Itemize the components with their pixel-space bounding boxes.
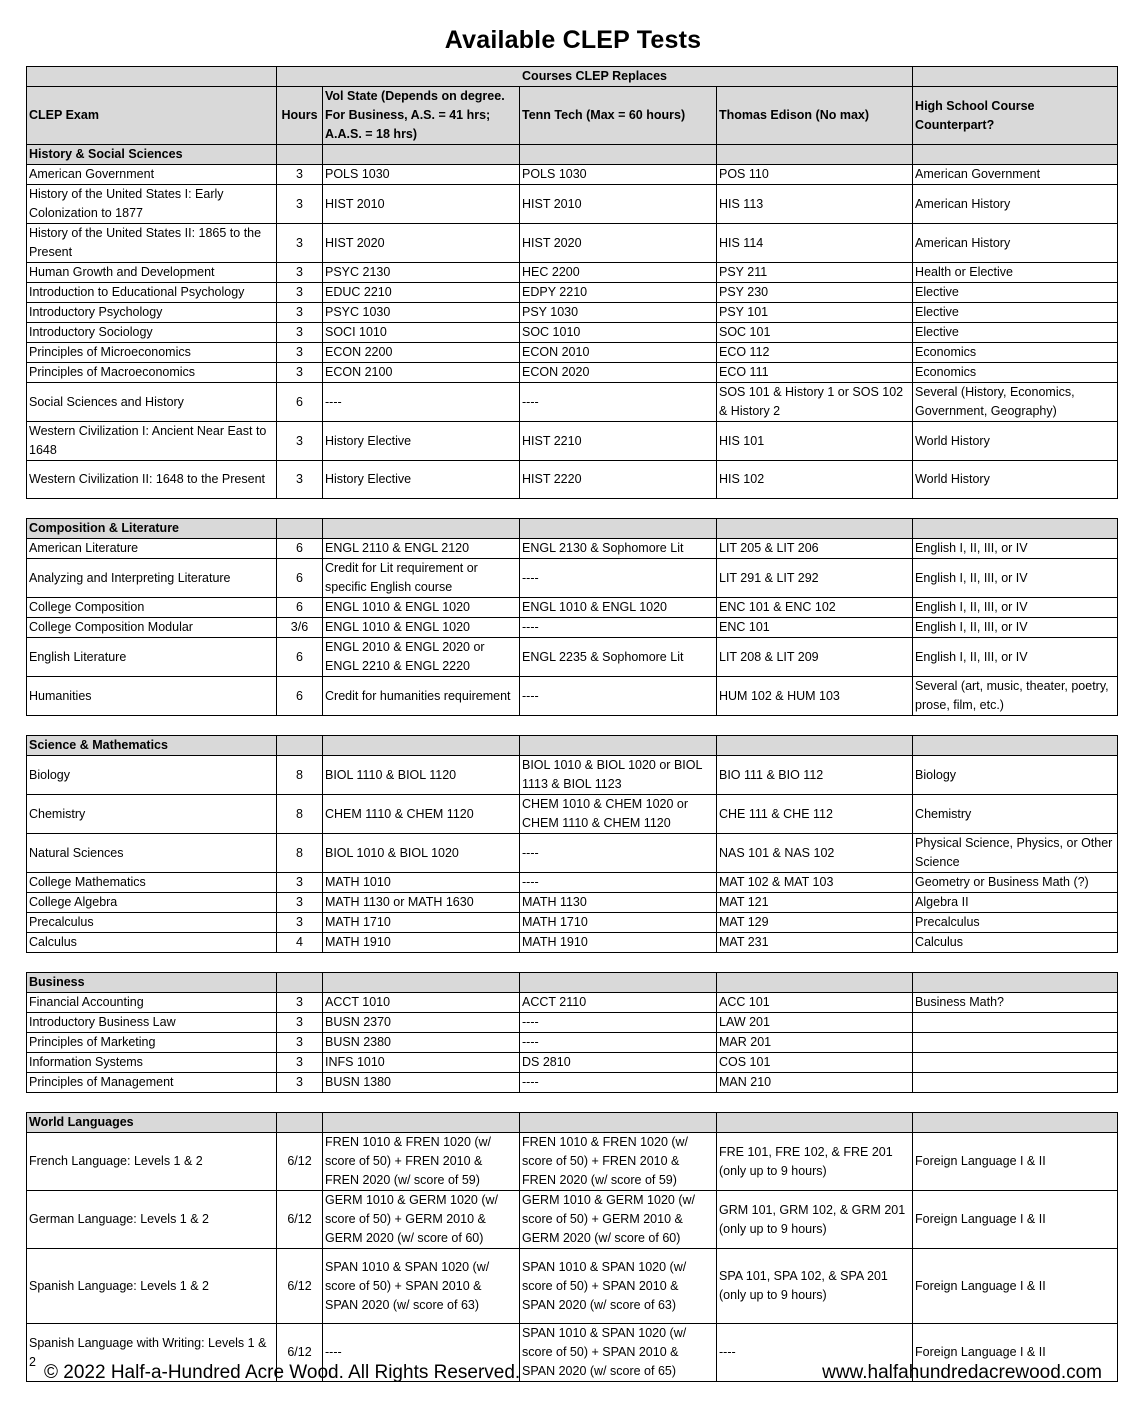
high-school-cell: Chemistry xyxy=(913,795,1118,834)
section-header-blank xyxy=(717,519,913,539)
clep-table xyxy=(26,66,1118,1382)
thomas-edison-cell: MAT 231 xyxy=(717,933,913,953)
clep-exam-cell: Principles of Microeconomics xyxy=(27,343,277,363)
header-clep-exam: CLEP Exam xyxy=(27,87,277,145)
section-header-blank xyxy=(520,145,717,165)
section-header-blank xyxy=(913,736,1118,756)
vol-state-cell: SPAN 1010 & SPAN 1020 (w/ score of 50) + SPAN 2010 & SPAN 2020 (w/ score of 63) xyxy=(323,1249,520,1324)
high-school-cell: Physical Science, Physics, or Other Science xyxy=(913,834,1118,873)
thomas-edison-cell: POS 110 xyxy=(717,165,913,185)
clep-exam-cell: Natural Sciences xyxy=(27,834,277,873)
hours-cell: 3 xyxy=(277,1033,323,1053)
high-school-cell xyxy=(913,1073,1118,1093)
table-row xyxy=(27,893,1118,913)
tenn-tech-cell: ---- xyxy=(520,873,717,893)
section-header-blank xyxy=(717,145,913,165)
hours-cell: 6/12 xyxy=(277,1191,323,1249)
table-row xyxy=(27,913,1118,933)
high-school-cell: Foreign Language I & II xyxy=(913,1249,1118,1324)
section-header-row xyxy=(27,519,1118,539)
section-header-blank xyxy=(277,736,323,756)
section-header-blank xyxy=(913,145,1118,165)
thomas-edison-cell: HIS 113 xyxy=(717,185,913,224)
tenn-tech-cell: BIOL 1010 & BIOL 1020 or BIOL 1113 & BIOL 1123 xyxy=(520,756,717,795)
thomas-edison-cell: ACC 101 xyxy=(717,993,913,1013)
section-spacer xyxy=(27,499,1118,519)
high-school-cell: Elective xyxy=(913,303,1118,323)
thomas-edison-cell: LIT 291 & LIT 292 xyxy=(717,559,913,598)
tenn-tech-cell: ---- xyxy=(520,834,717,873)
table-row xyxy=(27,834,1118,873)
hours-cell: 3 xyxy=(277,303,323,323)
table-row xyxy=(27,224,1118,263)
thomas-edison-cell: PSY 211 xyxy=(717,263,913,283)
clep-exam-cell: College Algebra xyxy=(27,893,277,913)
spacer-cell xyxy=(27,1093,1118,1113)
tenn-tech-cell: HIST 2020 xyxy=(520,224,717,263)
section-header-blank xyxy=(913,973,1118,993)
high-school-cell: Foreign Language I & II xyxy=(913,1324,1118,1382)
clep-exam-cell: Biology xyxy=(27,756,277,795)
vol-state-cell: BUSN 2380 xyxy=(323,1033,520,1053)
high-school-cell: World History xyxy=(913,422,1118,461)
high-school-cell: Several (art, music, theater, poetry, prose, film, etc.) xyxy=(913,677,1118,716)
section-header-blank xyxy=(717,1113,913,1133)
tenn-tech-cell: SPAN 1010 & SPAN 1020 (w/ score of 50) + SPAN 2010 & SPAN 2020 (w/ score of 63) xyxy=(520,1249,717,1324)
section-spacer xyxy=(27,953,1118,973)
clep-exam-cell: Humanities xyxy=(27,677,277,716)
vol-state-cell: CHEM 1110 & CHEM 1120 xyxy=(323,795,520,834)
high-school-cell: World History xyxy=(913,461,1118,499)
table-row xyxy=(27,638,1118,677)
high-school-cell: English I, II, III, or IV xyxy=(913,539,1118,559)
clep-exam-cell: Western Civilization I: Ancient Near East to 1648 xyxy=(27,422,277,461)
hours-cell: 6/12 xyxy=(277,1133,323,1191)
table-row xyxy=(27,1033,1118,1053)
table-row xyxy=(27,1249,1118,1324)
high-school-cell: Several (History, Economics, Government, Geography) xyxy=(913,383,1118,422)
spacer-cell xyxy=(27,716,1118,736)
vol-state-cell: MATH 1710 xyxy=(323,913,520,933)
vol-state-cell: HIST 2020 xyxy=(323,224,520,263)
vol-state-cell: POLS 1030 xyxy=(323,165,520,185)
tenn-tech-cell: ---- xyxy=(520,559,717,598)
table-row xyxy=(27,539,1118,559)
vol-state-cell: BUSN 1380 xyxy=(323,1073,520,1093)
vol-state-cell: EDUC 2210 xyxy=(323,283,520,303)
high-school-cell: English I, II, III, or IV xyxy=(913,638,1118,677)
thomas-edison-cell: ECO 111 xyxy=(717,363,913,383)
section-header-blank xyxy=(277,519,323,539)
page-title: Available CLEP Tests xyxy=(444,26,702,54)
thomas-edison-cell: COS 101 xyxy=(717,1053,913,1073)
section-header-blank xyxy=(717,973,913,993)
table-row xyxy=(27,756,1118,795)
tenn-tech-cell: PSY 1030 xyxy=(520,303,717,323)
tenn-tech-cell: EDPY 2210 xyxy=(520,283,717,303)
vol-state-cell: ---- xyxy=(323,383,520,422)
hours-cell: 6 xyxy=(277,383,323,422)
table-row xyxy=(27,677,1118,716)
table-row xyxy=(27,1191,1118,1249)
clep-exam-cell: Spanish Language with Writing: Levels 1 & 2 xyxy=(27,1324,277,1382)
table-row xyxy=(27,993,1118,1013)
tenn-tech-cell: MATH 1130 xyxy=(520,893,717,913)
hours-cell: 3 xyxy=(277,363,323,383)
section-title: Business xyxy=(27,973,277,993)
section-header-blank xyxy=(277,973,323,993)
high-school-cell: English I, II, III, or IV xyxy=(913,618,1118,638)
clep-exam-cell: Introductory Business Law xyxy=(27,1013,277,1033)
clep-exam-cell: Calculus xyxy=(27,933,277,953)
hours-cell: 6 xyxy=(277,677,323,716)
vol-state-cell: Credit for humanities requirement xyxy=(323,677,520,716)
super-header-blank-left xyxy=(27,67,277,87)
thomas-edison-cell: HIS 114 xyxy=(717,224,913,263)
clep-exam-cell: Analyzing and Interpreting Literature xyxy=(27,559,277,598)
table-row xyxy=(27,1013,1118,1033)
section-header-blank xyxy=(520,736,717,756)
vol-state-cell: ENGL 2110 & ENGL 2120 xyxy=(323,539,520,559)
vol-state-cell: HIST 2010 xyxy=(323,185,520,224)
vol-state-cell: ECON 2100 xyxy=(323,363,520,383)
spacer-cell xyxy=(27,499,1118,519)
high-school-cell: Calculus xyxy=(913,933,1118,953)
thomas-edison-cell: SPA 101, SPA 102, & SPA 201 (only up to 9 hours) xyxy=(717,1249,913,1324)
table-row xyxy=(27,303,1118,323)
clep-exam-cell: Introduction to Educational Psychology xyxy=(27,283,277,303)
vol-state-cell: FREN 1010 & FREN 1020 (w/ score of 50) + FREN 2010 & FREN 2020 (w/ score of 59) xyxy=(323,1133,520,1191)
thomas-edison-cell: MAT 121 xyxy=(717,893,913,913)
high-school-cell: English I, II, III, or IV xyxy=(913,559,1118,598)
hours-cell: 3 xyxy=(277,993,323,1013)
thomas-edison-cell: LIT 208 & LIT 209 xyxy=(717,638,913,677)
section-header-blank xyxy=(323,973,520,993)
table-row xyxy=(27,343,1118,363)
clep-exam-cell: Precalculus xyxy=(27,913,277,933)
clep-exam-cell: Social Sciences and History xyxy=(27,383,277,422)
super-header-row xyxy=(27,67,1118,87)
table-row xyxy=(27,559,1118,598)
clep-exam-cell: Principles of Macroeconomics xyxy=(27,363,277,383)
thomas-edison-cell: ---- xyxy=(717,1324,913,1382)
clep-exam-cell: Western Civilization II: 1648 to the Present xyxy=(27,461,277,499)
table-row xyxy=(27,383,1118,422)
vol-state-cell: MATH 1010 xyxy=(323,873,520,893)
section-header-row xyxy=(27,736,1118,756)
hours-cell: 3 xyxy=(277,893,323,913)
hours-cell: 8 xyxy=(277,756,323,795)
section-header-blank xyxy=(323,519,520,539)
table-row xyxy=(27,461,1118,499)
thomas-edison-cell: ECO 112 xyxy=(717,343,913,363)
section-header-blank xyxy=(323,736,520,756)
table-row xyxy=(27,1053,1118,1073)
header-thomas-edison: Thomas Edison (No max) xyxy=(717,87,913,145)
table-row xyxy=(27,263,1118,283)
thomas-edison-cell: HIS 101 xyxy=(717,422,913,461)
hours-cell: 6 xyxy=(277,638,323,677)
section-header-blank xyxy=(277,145,323,165)
spacer-cell xyxy=(27,953,1118,973)
table-row xyxy=(27,795,1118,834)
vol-state-cell: PSYC 1030 xyxy=(323,303,520,323)
thomas-edison-cell: NAS 101 & NAS 102 xyxy=(717,834,913,873)
table-row xyxy=(27,283,1118,303)
section-header-blank xyxy=(520,1113,717,1133)
section-header-row xyxy=(27,973,1118,993)
column-header-row xyxy=(27,87,1118,145)
section-header-blank xyxy=(520,973,717,993)
table-row xyxy=(27,873,1118,893)
tenn-tech-cell: ENGL 2235 & Sophomore Lit xyxy=(520,638,717,677)
high-school-cell: American History xyxy=(913,185,1118,224)
header-hours: Hours xyxy=(277,87,323,145)
high-school-cell: English I, II, III, or IV xyxy=(913,598,1118,618)
hours-cell: 3 xyxy=(277,422,323,461)
tenn-tech-cell: MATH 1710 xyxy=(520,913,717,933)
hours-cell: 3 xyxy=(277,1053,323,1073)
vol-state-cell: Credit for Lit requirement or specific English course xyxy=(323,559,520,598)
clep-exam-cell: College Mathematics xyxy=(27,873,277,893)
thomas-edison-cell: GRM 101, GRM 102, & GRM 201 (only up to 9 hours) xyxy=(717,1191,913,1249)
vol-state-cell: SOCI 1010 xyxy=(323,323,520,343)
vol-state-cell: ECON 2200 xyxy=(323,343,520,363)
section-title: Science & Mathematics xyxy=(27,736,277,756)
thomas-edison-cell: MAR 201 xyxy=(717,1033,913,1053)
hours-cell: 6 xyxy=(277,559,323,598)
header-vol-state: Vol State (Depends on degree. For Business, A.S. = 41 hrs; A.A.S. = 18 hrs) xyxy=(323,87,520,145)
table-row xyxy=(27,165,1118,185)
tenn-tech-cell: GERM 1010 & GERM 1020 (w/ score of 50) + GERM 2010 & GERM 2020 (w/ score of 60) xyxy=(520,1191,717,1249)
high-school-cell: Economics xyxy=(913,363,1118,383)
thomas-edison-cell: PSY 230 xyxy=(717,283,913,303)
thomas-edison-cell: MAT 102 & MAT 103 xyxy=(717,873,913,893)
table-row xyxy=(27,185,1118,224)
thomas-edison-cell: PSY 101 xyxy=(717,303,913,323)
tenn-tech-cell: ---- xyxy=(520,1013,717,1033)
tenn-tech-cell: ---- xyxy=(520,1033,717,1053)
hours-cell: 3/6 xyxy=(277,618,323,638)
clep-exam-cell: English Literature xyxy=(27,638,277,677)
hours-cell: 3 xyxy=(277,185,323,224)
section-title: World Languages xyxy=(27,1113,277,1133)
section-header-blank xyxy=(520,519,717,539)
hours-cell: 6 xyxy=(277,598,323,618)
high-school-cell xyxy=(913,1013,1118,1033)
tenn-tech-cell: HIST 2220 xyxy=(520,461,717,499)
tenn-tech-cell: ---- xyxy=(520,1073,717,1093)
vol-state-cell: History Elective xyxy=(323,461,520,499)
table-row xyxy=(27,618,1118,638)
tenn-tech-cell: ENGL 2130 & Sophomore Lit xyxy=(520,539,717,559)
vol-state-cell: MATH 1910 xyxy=(323,933,520,953)
section-title: Composition & Literature xyxy=(27,519,277,539)
clep-exam-cell: American Literature xyxy=(27,539,277,559)
hours-cell: 6/12 xyxy=(277,1324,323,1382)
thomas-edison-cell: HUM 102 & HUM 103 xyxy=(717,677,913,716)
thomas-edison-cell: CHE 111 & CHE 112 xyxy=(717,795,913,834)
tenn-tech-cell: HEC 2200 xyxy=(520,263,717,283)
hours-cell: 3 xyxy=(277,323,323,343)
tenn-tech-cell: ENGL 1010 & ENGL 1020 xyxy=(520,598,717,618)
tenn-tech-cell: ---- xyxy=(520,383,717,422)
tenn-tech-cell: POLS 1030 xyxy=(520,165,717,185)
tenn-tech-cell: SPAN 1010 & SPAN 1020 (w/ score of 50) + SPAN 2010 & SPAN 2020 (w/ score of 65) xyxy=(520,1324,717,1382)
hours-cell: 3 xyxy=(277,224,323,263)
high-school-cell: Foreign Language I & II xyxy=(913,1191,1118,1249)
hours-cell: 8 xyxy=(277,795,323,834)
super-header-blank-right xyxy=(913,67,1118,87)
vol-state-cell: GERM 1010 & GERM 1020 (w/ score of 50) + GERM 2010 & GERM 2020 (w/ score of 60) xyxy=(323,1191,520,1249)
hours-cell: 3 xyxy=(277,343,323,363)
section-header-blank xyxy=(913,519,1118,539)
clep-exam-cell: Spanish Language: Levels 1 & 2 xyxy=(27,1249,277,1324)
website-text: www.halfahundredacrewood.com xyxy=(822,1362,1102,1383)
tenn-tech-cell: ECON 2020 xyxy=(520,363,717,383)
table-row xyxy=(27,1133,1118,1191)
high-school-cell: Elective xyxy=(913,283,1118,303)
tenn-tech-cell: ---- xyxy=(520,618,717,638)
hours-cell: 3 xyxy=(277,873,323,893)
section-header-row xyxy=(27,1113,1118,1133)
tenn-tech-cell: HIST 2210 xyxy=(520,422,717,461)
hours-cell: 3 xyxy=(277,165,323,185)
clep-exam-cell: Principles of Marketing xyxy=(27,1033,277,1053)
high-school-cell: Foreign Language I & II xyxy=(913,1133,1118,1191)
clep-table-body xyxy=(27,67,1118,1382)
high-school-cell: Business Math? xyxy=(913,993,1118,1013)
table-row xyxy=(27,422,1118,461)
high-school-cell xyxy=(913,1053,1118,1073)
tenn-tech-cell: CHEM 1010 & CHEM 1020 or CHEM 1110 & CHEM 1120 xyxy=(520,795,717,834)
hours-cell: 3 xyxy=(277,1073,323,1093)
hours-cell: 6/12 xyxy=(277,1249,323,1324)
thomas-edison-cell: LAW 201 xyxy=(717,1013,913,1033)
vol-state-cell: INFS 1010 xyxy=(323,1053,520,1073)
vol-state-cell: ACCT 1010 xyxy=(323,993,520,1013)
clep-exam-cell: Principles of Management xyxy=(27,1073,277,1093)
thomas-edison-cell: ENC 101 xyxy=(717,618,913,638)
thomas-edison-cell: SOS 101 & History 1 or SOS 102 & History 2 xyxy=(717,383,913,422)
clep-exam-cell: Introductory Sociology xyxy=(27,323,277,343)
clep-exam-cell: College Composition Modular xyxy=(27,618,277,638)
vol-state-cell: ENGL 2010 & ENGL 2020 or ENGL 2210 & ENGL 2220 xyxy=(323,638,520,677)
thomas-edison-cell: LIT 205 & LIT 206 xyxy=(717,539,913,559)
header-tenn-tech: Tenn Tech (Max = 60 hours) xyxy=(520,87,717,145)
tenn-tech-cell: ACCT 2110 xyxy=(520,993,717,1013)
thomas-edison-cell: MAT 129 xyxy=(717,913,913,933)
high-school-cell: Precalculus xyxy=(913,913,1118,933)
section-spacer xyxy=(27,716,1118,736)
vol-state-cell: BIOL 1110 & BIOL 1120 xyxy=(323,756,520,795)
table-row xyxy=(27,1073,1118,1093)
hours-cell: 3 xyxy=(277,913,323,933)
hours-cell: 3 xyxy=(277,283,323,303)
clep-exam-cell: Chemistry xyxy=(27,795,277,834)
high-school-cell: American Government xyxy=(913,165,1118,185)
section-header-row xyxy=(27,145,1118,165)
clep-exam-cell: College Composition xyxy=(27,598,277,618)
high-school-cell: Algebra II xyxy=(913,893,1118,913)
tenn-tech-cell: ---- xyxy=(520,677,717,716)
table-row xyxy=(27,598,1118,618)
clep-exam-cell: American Government xyxy=(27,165,277,185)
clep-exam-cell: Human Growth and Development xyxy=(27,263,277,283)
section-header-blank xyxy=(323,145,520,165)
thomas-edison-cell: MAN 210 xyxy=(717,1073,913,1093)
section-header-blank xyxy=(277,1113,323,1133)
hours-cell: 8 xyxy=(277,834,323,873)
vol-state-cell: MATH 1130 or MATH 1630 xyxy=(323,893,520,913)
section-header-blank xyxy=(323,1113,520,1133)
tenn-tech-cell: HIST 2010 xyxy=(520,185,717,224)
vol-state-cell: ---- xyxy=(323,1324,520,1382)
table-row xyxy=(27,933,1118,953)
table-row xyxy=(27,323,1118,343)
hours-cell: 4 xyxy=(277,933,323,953)
header-high-school: High School Course Counterpart? xyxy=(913,87,1118,145)
vol-state-cell: BIOL 1010 & BIOL 1020 xyxy=(323,834,520,873)
vol-state-cell: History Elective xyxy=(323,422,520,461)
section-title: History & Social Sciences xyxy=(27,145,277,165)
clep-exam-cell: Financial Accounting xyxy=(27,993,277,1013)
section-spacer xyxy=(27,1093,1118,1113)
vol-state-cell: BUSN 2370 xyxy=(323,1013,520,1033)
clep-exam-cell: History of the United States II: 1865 to the Present xyxy=(27,224,277,263)
high-school-cell: American History xyxy=(913,224,1118,263)
high-school-cell: Economics xyxy=(913,343,1118,363)
tenn-tech-cell: FREN 1010 & FREN 1020 (w/ score of 50) + FREN 2010 & FREN 2020 (w/ score of 59) xyxy=(520,1133,717,1191)
section-header-blank xyxy=(717,736,913,756)
vol-state-cell: ENGL 1010 & ENGL 1020 xyxy=(323,598,520,618)
thomas-edison-cell: SOC 101 xyxy=(717,323,913,343)
hours-cell: 3 xyxy=(277,1013,323,1033)
clep-exam-cell: History of the United States I: Early Colonization to 1877 xyxy=(27,185,277,224)
vol-state-cell: PSYC 2130 xyxy=(323,263,520,283)
thomas-edison-cell: HIS 102 xyxy=(717,461,913,499)
high-school-cell: Biology xyxy=(913,756,1118,795)
hours-cell: 3 xyxy=(277,461,323,499)
section-header-blank xyxy=(913,1113,1118,1133)
tenn-tech-cell: SOC 1010 xyxy=(520,323,717,343)
tenn-tech-cell: ECON 2010 xyxy=(520,343,717,363)
table-row xyxy=(27,363,1118,383)
copyright-text: © 2022 Half-a-Hundred Acre Wood. All Rights Reserved. xyxy=(44,1362,521,1383)
high-school-cell xyxy=(913,1033,1118,1053)
high-school-cell: Elective xyxy=(913,323,1118,343)
thomas-edison-cell: BIO 111 & BIO 112 xyxy=(717,756,913,795)
high-school-cell: Health or Elective xyxy=(913,263,1118,283)
vol-state-cell: ENGL 1010 & ENGL 1020 xyxy=(323,618,520,638)
clep-exam-cell: Introductory Psychology xyxy=(27,303,277,323)
high-school-cell: Geometry or Business Math (?) xyxy=(913,873,1118,893)
hours-cell: 6 xyxy=(277,539,323,559)
clep-exam-cell: Information Systems xyxy=(27,1053,277,1073)
hours-cell: 3 xyxy=(277,263,323,283)
thomas-edison-cell: ENC 101 & ENC 102 xyxy=(717,598,913,618)
thomas-edison-cell: FRE 101, FRE 102, & FRE 201 (only up to 9 hours) xyxy=(717,1133,913,1191)
clep-exam-cell: German Language: Levels 1 & 2 xyxy=(27,1191,277,1249)
tenn-tech-cell: MATH 1910 xyxy=(520,933,717,953)
clep-exam-cell: French Language: Levels 1 & 2 xyxy=(27,1133,277,1191)
tenn-tech-cell: DS 2810 xyxy=(520,1053,717,1073)
super-header-label: Courses CLEP Replaces xyxy=(277,67,913,87)
